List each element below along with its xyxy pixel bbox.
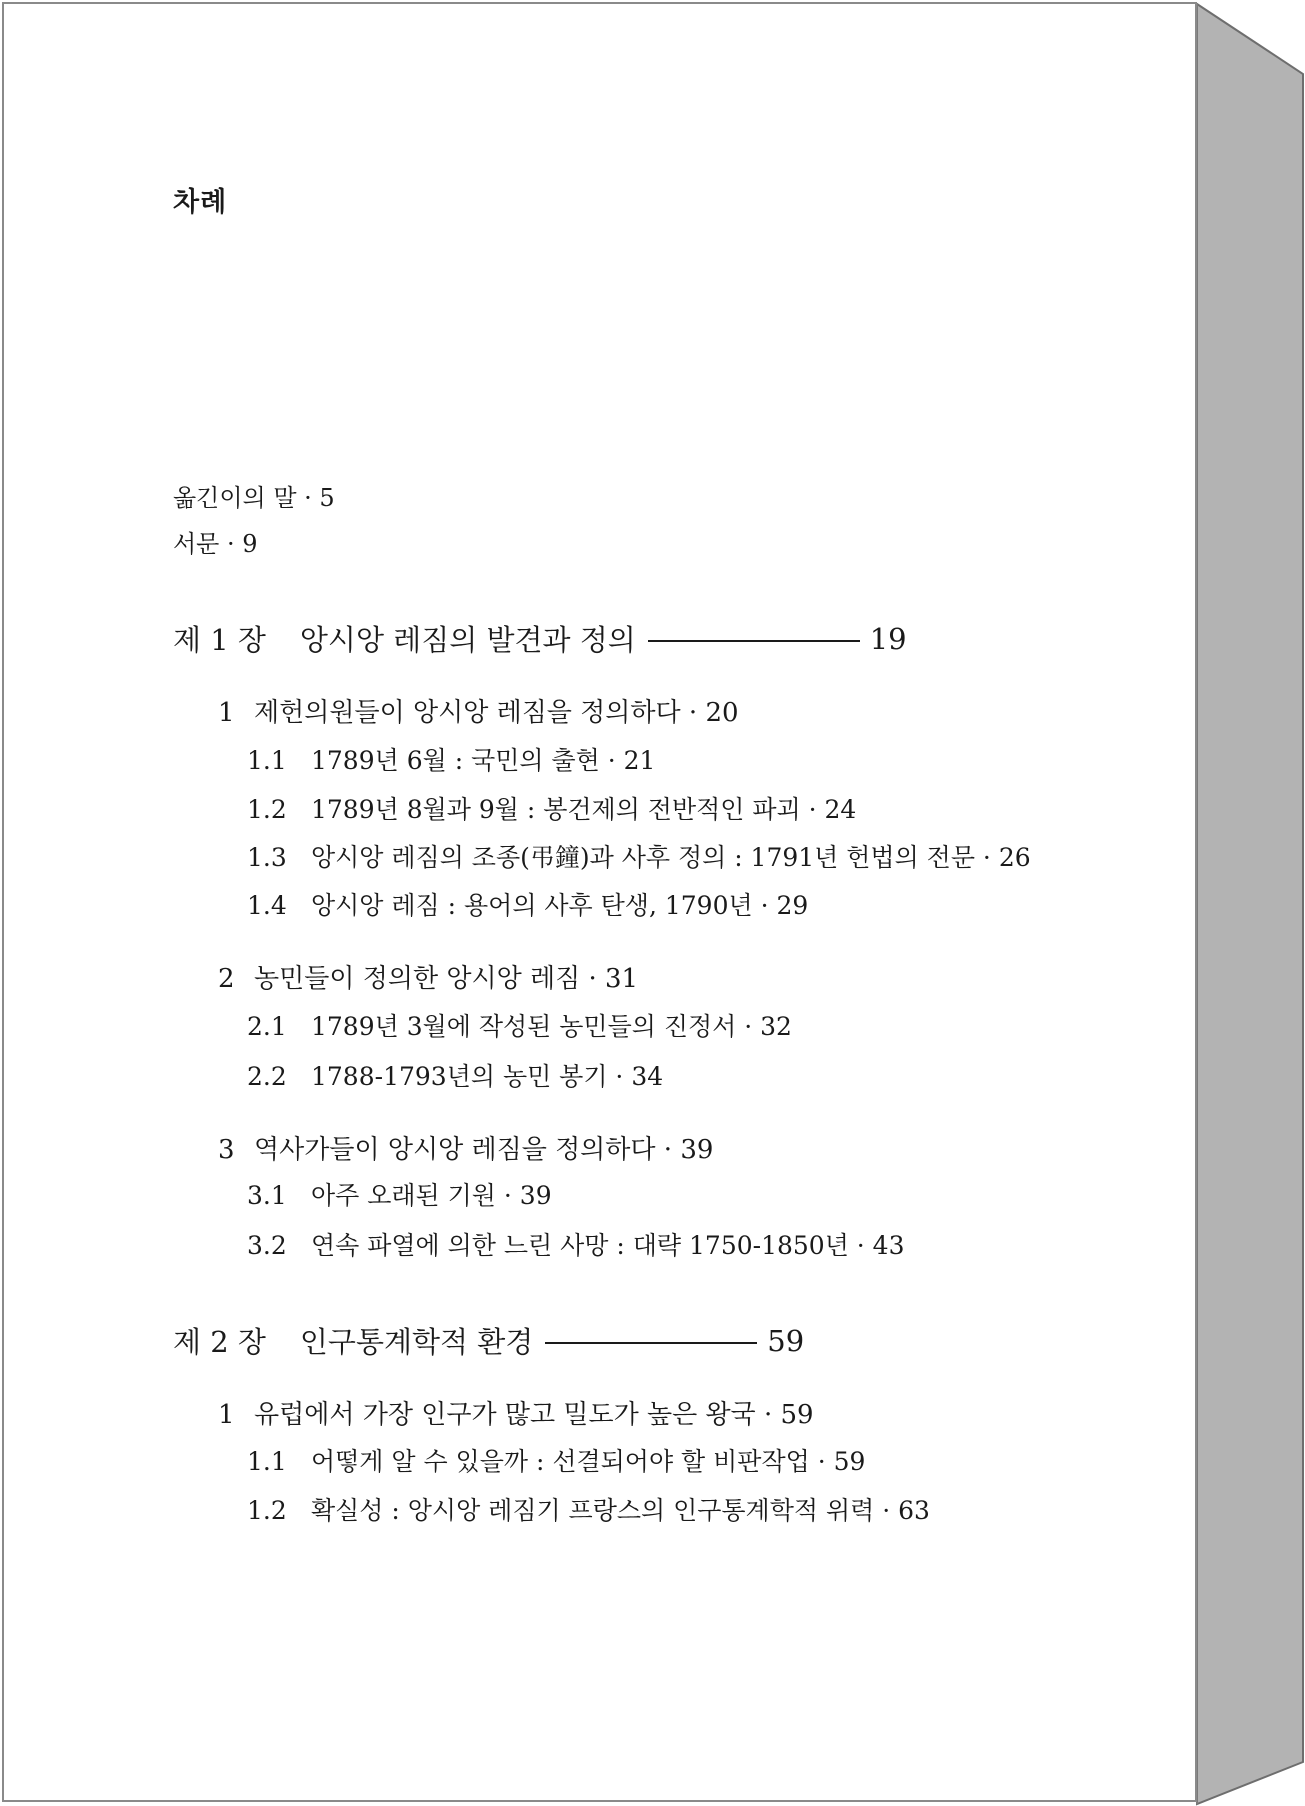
subsection-title: 1789년 3월에 작성된 농민들의 진정서 · 32 [311,1012,792,1041]
subsection-number: 1.1 [247,746,287,775]
subsection-number: 1.2 [247,795,287,824]
section-number: 1 [218,698,235,728]
section-entry-1-2 [218,958,638,995]
subsection-number: 1.4 [247,891,287,920]
toc-entry-preface: 서문 · 9 [173,530,258,558]
dot-leader-line [648,640,860,642]
subsection-title: 앙시앙 레짐의 조종(弔鐘)과 사후 정의 : 1791년 헌법의 전문 · 26 [311,843,1031,872]
section-title: 역사가들이 앙시앙 레짐을 정의하다 · 39 [254,1135,714,1165]
subsection-title: 1788-1793년의 농민 봉기 · 34 [311,1062,664,1091]
dot-leader-line [545,1342,757,1344]
subsection-title: 연속 파열에 의한 느린 사망 : 대략 1750-1850년 · 43 [311,1231,905,1260]
subsection-title: 앙시앙 레짐 : 용어의 사후 탄생, 1790년 · 29 [311,891,809,920]
subsection-title: 어떻게 알 수 있을까 : 선결되어야 할 비판작업 · 59 [311,1447,866,1476]
subsection-number: 1.2 [247,1496,287,1525]
chapter-title: 앙시앙 레짐의 발견과 정의 [299,623,636,657]
subsection-entry-1-3-1 [247,1176,552,1212]
subsection-title: 1789년 6월 : 국민의 출현 · 21 [311,746,656,775]
subsection-number: 1.3 [247,843,287,872]
subsection-entry-1-2-1 [247,1007,792,1043]
subsection-entry-2-1-2 [247,1491,930,1527]
subsection-number: 3.2 [247,1231,287,1260]
chapter-number: 제 1 장 [173,623,266,657]
chapter-title: 인구통계학적 환경 [299,1325,534,1359]
subsection-entry-1-1-3 [247,838,1031,874]
subsection-entry-1-3-2 [247,1226,905,1262]
subsection-entry-1-2-2 [247,1057,663,1093]
subsection-entry-1-1-2 [247,790,856,826]
section-number: 3 [218,1135,235,1165]
chapter-heading-2 [173,1320,804,1361]
subsection-entry-2-1-1 [247,1442,865,1478]
subsection-entry-1-1-4 [247,886,808,922]
chapter-heading-1 [173,618,907,659]
chapter-page-number: 59 [767,1323,805,1358]
subsection-title: 아주 오래된 기원 · 39 [311,1181,552,1210]
subsection-entry-1-1-1 [247,741,655,777]
subsection-title: 확실성 : 앙시앙 레짐기 프랑스의 인구통계학적 위력 · 63 [311,1496,930,1525]
section-title: 농민들이 정의한 앙시앙 레짐 · 31 [254,964,639,994]
toc-title: 차례 [173,187,228,218]
section-title: 제헌의원들이 앙시앙 레짐을 정의하다 · 20 [254,698,739,728]
subsection-title: 1789년 8월과 9월 : 봉건제의 전반적인 파괴 · 24 [311,795,857,824]
section-title: 유럽에서 가장 인구가 많고 밀도가 높은 왕국 · 59 [254,1400,814,1430]
toc-entry-translator-note: 옮긴이의 말 · 5 [173,484,335,512]
chapter-page-number: 19 [869,621,907,656]
section-entry-2-1 [218,1394,814,1431]
subsection-number: 2.1 [247,1012,287,1041]
subsection-number: 3.1 [247,1181,287,1210]
section-entry-1-3 [218,1129,713,1166]
section-entry-1-1 [218,692,739,729]
chapter-number: 제 2 장 [173,1325,266,1359]
section-number: 1 [218,1400,235,1430]
subsection-number: 1.1 [247,1447,287,1476]
section-number: 2 [218,964,235,994]
subsection-number: 2.2 [247,1062,287,1091]
